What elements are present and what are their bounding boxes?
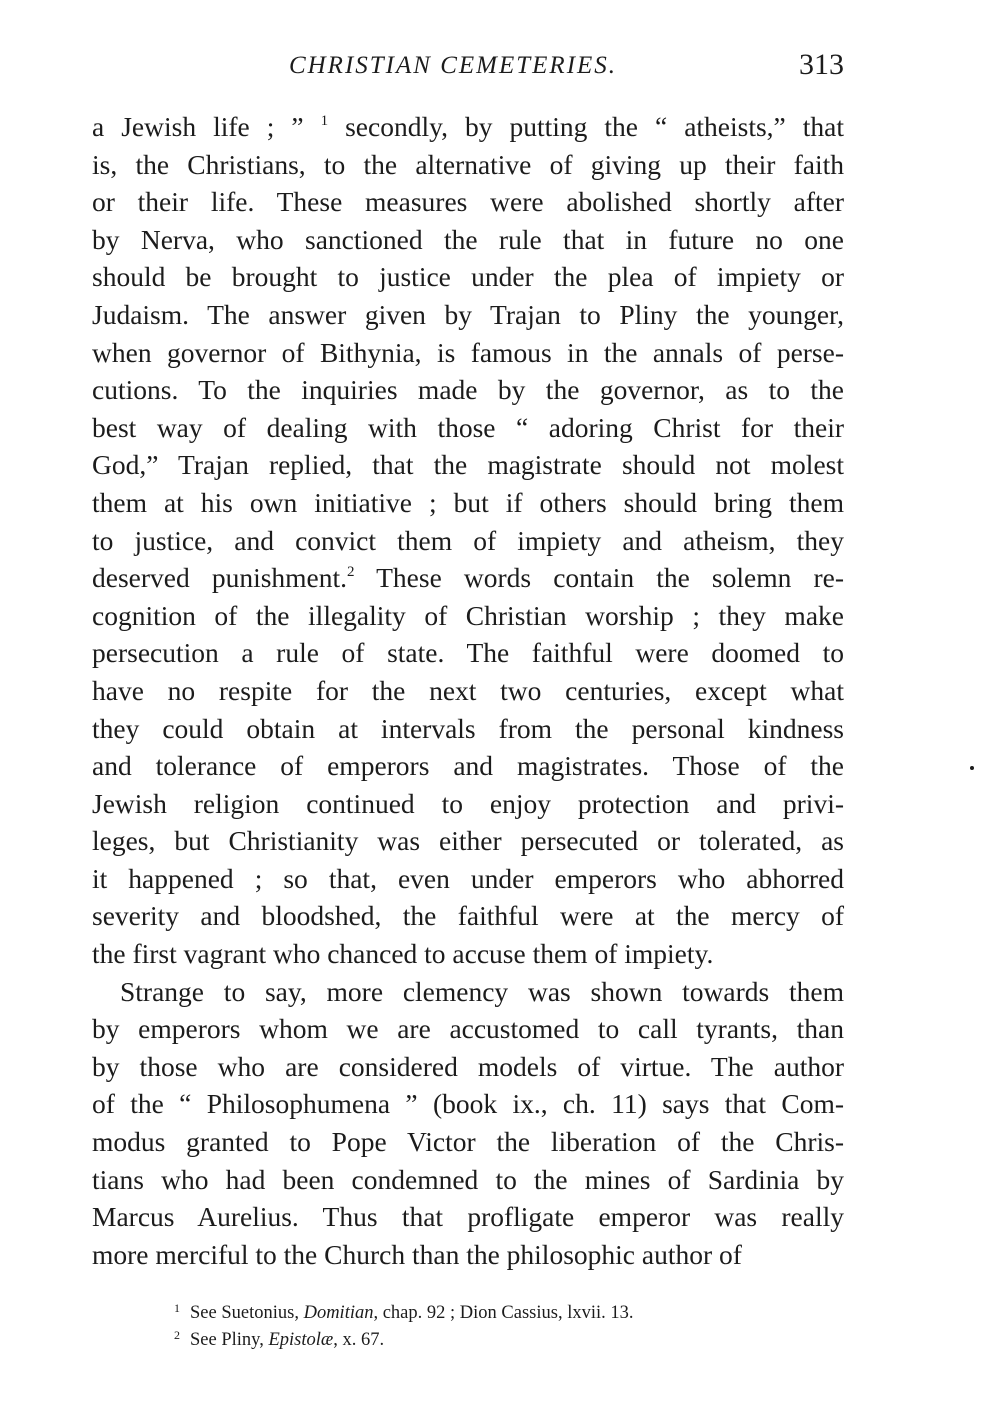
page-number: 313 — [799, 48, 844, 81]
footnote-mark: 1 — [174, 1301, 180, 1316]
text-run: more merciful to the Church than the philosophic author of — [92, 1238, 742, 1270]
text-run: and tolerance of emperors and magistrates. Those of the — [92, 750, 844, 782]
text-run: is, the Christians, to the alternative of giving up their faith — [92, 148, 844, 180]
text-line — [92, 108, 844, 146]
running-head — [92, 48, 844, 88]
text-line — [92, 935, 844, 973]
text-run: secondly, by putting the “ atheists,” that — [328, 111, 845, 142]
paragraph — [92, 108, 844, 973]
text-line — [92, 710, 844, 748]
footnote-reference: 1 — [320, 113, 329, 129]
running-title: CHRISTIAN CEMETERIES. — [288, 52, 618, 79]
text-run: or their life. These measures were abolished shortly after — [92, 186, 844, 218]
text-line — [92, 747, 844, 785]
footnote-text: , x. 67. — [333, 1330, 385, 1351]
text-line — [92, 371, 844, 409]
text-run: of the “ Philosophumena ” (book ix., ch. 11) says that Com- — [92, 1088, 844, 1120]
text-line — [92, 484, 844, 522]
text-run: them at his own initiative ; but if others should bring them — [92, 486, 844, 518]
text-run: when governor of Bithynia, is famous in the annals of perse- — [92, 336, 844, 368]
text-run: cognition of the illegality of Christian worship ; they make — [92, 599, 844, 631]
text-line — [92, 597, 844, 635]
text-run: should be brought to justice under the plea of impiety or — [92, 261, 844, 293]
footnote — [174, 1295, 844, 1322]
footnote-text: See Suetonius, — [190, 1303, 304, 1324]
text-line — [92, 334, 844, 372]
text-line — [92, 296, 844, 334]
text-run: to justice, and convict them of impiety and atheism, they — [92, 524, 844, 556]
text-line — [92, 634, 844, 672]
text-run: Marcus Aurelius. Thus that profligate emperor was really — [92, 1201, 844, 1233]
footnote-mark: 2 — [174, 1328, 180, 1343]
text-run: Strange to say, more clemency was shown towards them — [120, 975, 844, 1007]
text-run: they could obtain at intervals from the personal kindness — [92, 712, 844, 744]
text-run: These words contain the solemn re- — [354, 562, 844, 594]
text-run: deserved punishment. — [92, 562, 348, 594]
footnote-reference: 2 — [347, 564, 355, 581]
text-line — [92, 1085, 844, 1123]
text-line — [92, 221, 844, 259]
text-line — [92, 1010, 844, 1048]
text-line — [92, 1161, 844, 1199]
text-run: by emperors whom we are accustomed to call tyrants, than — [92, 1013, 844, 1045]
text-line — [92, 973, 844, 1011]
text-line — [92, 183, 844, 221]
text-run: cutions. To the inquiries made by the governor, as to the — [92, 374, 844, 406]
text-line — [92, 672, 844, 710]
body-text — [92, 108, 844, 1273]
text-run: have no respite for the next two centuries, except what — [92, 674, 844, 706]
text-line — [92, 860, 844, 898]
text-line — [92, 1048, 844, 1086]
text-line — [92, 1236, 844, 1274]
text-run: by those who are considered models of virtue. The author — [92, 1050, 844, 1082]
text-line — [92, 522, 844, 560]
text-line — [92, 785, 844, 823]
text-run: it happened ; so that, even under emperors who abhorred — [92, 862, 844, 894]
text-line — [92, 897, 844, 935]
text-run: Jewish religion continued to enjoy protection and privi- — [92, 787, 844, 819]
text-run: severity and bloodshed, the faithful were at the mercy of — [92, 900, 844, 932]
footnote-text: , chap. 92 ; Dion Cassius, lxvii. 13. — [373, 1303, 634, 1324]
text-run: persecution a rule of state. The faithful were doomed to — [92, 637, 844, 669]
footnotes — [92, 1295, 844, 1349]
footnote — [174, 1322, 844, 1349]
stray-ink-dot — [970, 766, 974, 770]
footnote-title: Epistolæ — [268, 1330, 334, 1351]
text-run: God,” Trajan replied, that the magistrate should not molest — [92, 449, 844, 481]
book-page — [92, 48, 844, 1349]
footnote-text: See Pliny, — [190, 1330, 269, 1351]
text-line — [92, 258, 844, 296]
text-run: modus granted to Pope Victor the liberation of the Chris- — [92, 1126, 844, 1158]
text-run: Judaism. The answer given by Trajan to Pliny the younger, — [92, 298, 844, 330]
text-run: the first vagrant who chanced to accuse them of impiety. — [92, 938, 714, 970]
text-line — [92, 822, 844, 860]
text-run: by Nerva, who sanctioned the rule that in future no one — [92, 223, 844, 255]
text-line — [92, 1198, 844, 1236]
text-run: leges, but Christianity was either persecuted or tolerated, as — [92, 825, 844, 857]
text-line — [92, 146, 844, 184]
text-line — [92, 409, 844, 447]
text-run: tians who had been condemned to the mines of Sardinia by — [92, 1163, 844, 1195]
footnote-title: Domitian — [303, 1303, 374, 1324]
text-run: a Jewish life ; ” — [92, 111, 321, 142]
text-line — [92, 1123, 844, 1161]
text-line — [92, 559, 844, 597]
paragraph — [92, 973, 844, 1274]
text-line — [92, 446, 844, 484]
text-run: best way of dealing with those “ adoring Christ for their — [92, 411, 844, 443]
